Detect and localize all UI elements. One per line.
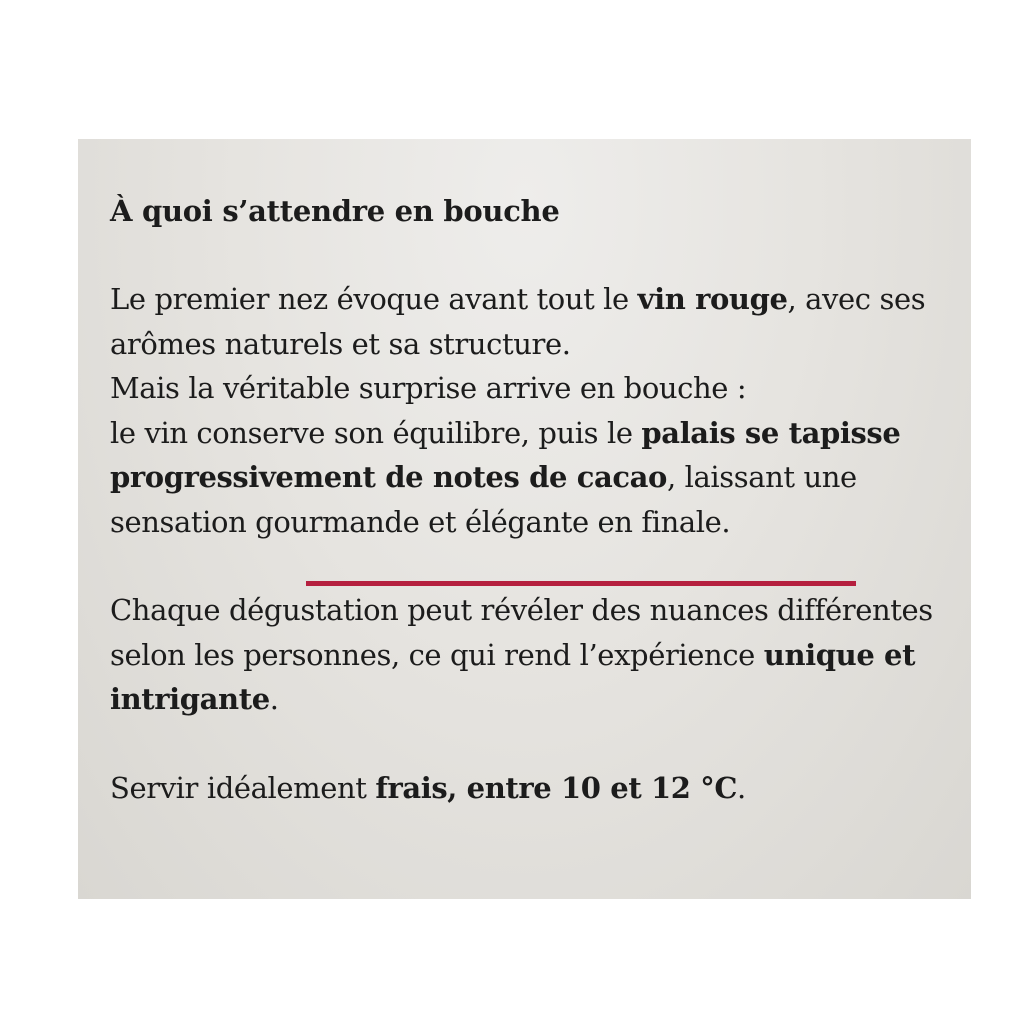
paragraph-serving — [110, 766, 951, 811]
paragraph-text: Le premier nez évoque avant tout le — [110, 282, 638, 316]
spacer — [110, 722, 951, 766]
paragraph-tasting — [110, 277, 951, 544]
paragraph-text: Chaque dégustation peut révéler des nuances différentes selon les personnes, ce qui rend l’expérience — [110, 593, 933, 672]
highlight-red-wine: vin rouge — [637, 282, 788, 316]
card-title: À quoi s’attendre en bouche — [110, 194, 560, 228]
paragraph-experience — [110, 588, 951, 722]
tasting-card — [78, 139, 971, 899]
paragraph-text: . — [269, 682, 279, 716]
paragraph-text: Servir idéalement — [110, 770, 376, 805]
highlight-unique: unique et intrigante — [110, 637, 916, 716]
paragraph-text: le vin conserve son équilibre, puis le — [110, 415, 642, 450]
paragraph-text: , avec ses arômes naturels et sa structure. — [110, 282, 926, 361]
paragraph-text: . — [737, 770, 746, 805]
accent-divider — [306, 581, 856, 586]
paragraph-text: , laissant une sensation gourmande et élégante en finale. — [110, 460, 857, 539]
paragraph-text: Mais la véritable surprise arrive en bouche : — [110, 371, 747, 405]
highlight-serving-temp: frais, entre 10 et 12 °C — [375, 770, 738, 805]
highlight-cacao-notes: palais se tapisse progressivement de notes de cacao — [110, 415, 901, 494]
